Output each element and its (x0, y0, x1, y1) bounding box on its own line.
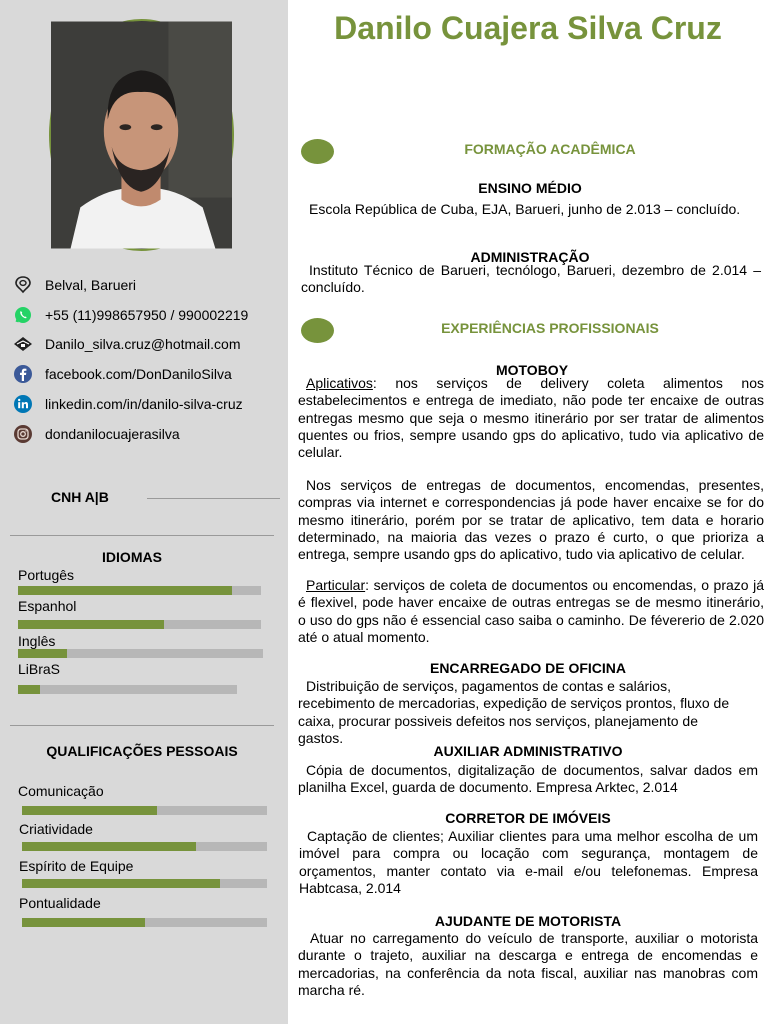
linkedin-icon (12, 393, 34, 415)
job-motoboy-apps-text (298, 375, 764, 461)
language-bar (18, 586, 261, 595)
candidate-name: Danilo Cuajera Silva Cruz (334, 10, 722, 46)
profile-photo (49, 19, 234, 251)
facebook-icon (12, 363, 34, 385)
job-title-ajudante: AJUDANTE DE MOTORISTA (434, 913, 622, 929)
education-item-text: Escola República de Cuba, EJA, Barueri, junho de 2.013 – concluído. (309, 201, 741, 217)
quality-bar-fill (22, 879, 220, 888)
qualities-title: QUALIFICAÇÕES PESSOAIS (46, 743, 238, 759)
quality-bar-fill (22, 842, 196, 851)
job-ajudante-text: Atuar no carregamento do veículo de transporte, auxiliar o motorista durante o trajeto, auxiliar na descarga e entrega de encomendas e mercadorias, na conferência da nota fiscal, auxiliar nas manobras com marcha ré. (298, 930, 758, 998)
language-label: LiBraS (18, 661, 61, 677)
language-bar (18, 620, 261, 629)
contact-list (12, 270, 282, 449)
contact-instagram-text[interactable]: dondanilocuajerasilva (45, 425, 180, 442)
contact-facebook-text[interactable]: facebook.com/DonDaniloSilva (45, 366, 232, 383)
job-title-corretor: CORRETOR DE IMÓVEIS (445, 810, 611, 826)
job-title-auxiliar: AUXILIAR ADMINISTRATIVO (433, 743, 623, 759)
section-bullet (301, 139, 334, 164)
contact-linkedin (12, 389, 282, 419)
instagram-icon (12, 423, 34, 445)
contact-linkedin-text[interactable]: linkedin.com/in/danilo-silva-cruz (45, 396, 243, 413)
languages-title: IDIOMAS (102, 549, 162, 565)
sidebar-divider-1 (10, 535, 274, 536)
language-bar (18, 685, 237, 694)
job-oficina-text: Distribuição de serviços, pagamentos de contas e salários, recebimento de mercadorias, expedição de serviços prontos, fluxo de caixa, procurar possiveis defeitos nos serviços, planejamento de gastos. (298, 678, 730, 746)
job-title-oficina: ENCARREGADO DE OFICINA (429, 660, 626, 676)
contact-facebook (12, 359, 282, 389)
contact-phone-text: +55 (11)998657950 / 990002219 (45, 306, 249, 323)
location-icon (12, 274, 34, 296)
profile-photo-image (51, 21, 232, 249)
language-bar-fill (18, 685, 40, 694)
job-motoboy-docs-text: Nos serviços de entregas de documentos, encomendas, presentes, compras via internet e correspondencias já pode haver encaixe se for do mesmo itinerário, porém por se tratar de aplicativo, tem data e horario determinado, na maioria das vezes o prazo é curto, o que prioriza a entrega, sempre usando gps do aplicativo, tudo via aplicativo de celular. (298, 477, 764, 563)
language-label: Portugês (18, 567, 75, 583)
education-item-title: ENSINO MÉDIO (478, 180, 582, 196)
contact-location (12, 270, 282, 300)
job-title-motoboy: MOTOBOY (495, 362, 569, 378)
contact-email (12, 330, 282, 360)
job-corretor-text: Captação de clientes; Auxiliar clientes para uma melhor escolha de um imóvel para compra ou locação com segurança, montagem de orçamentos, manter contato via e-mail e/ou telefonemas. Empresa Habtcasa, 2.014 (299, 828, 758, 896)
job-motoboy-apps-body: : nos serviços de delivery coleta alimentos nos estabelecimentos e entrega de imediato, não pode ter encaixe de outras entregas mesmo que seja o mesmo itinerário por ser tratar de alimentos quentes ou frios, sempre usando gps do aplicativo, tudo via aplicativo de celular. (298, 375, 764, 461)
cnh-label: CNH A|B (51, 489, 109, 505)
language-bar-fill (18, 620, 164, 629)
cnh-divider (147, 498, 280, 499)
quality-bar (22, 842, 267, 851)
language-label: Inglês (18, 633, 56, 649)
sidebar-divider-2 (10, 725, 274, 726)
language-bar-fill (18, 586, 232, 595)
education-title: FORMAÇÃO ACADÊMICA (464, 141, 636, 157)
section-bullet (301, 318, 334, 343)
job-auxiliar-text: Cópia de documentos, digitalização de documentos, salvar dados em planilha Excel, guarda de documento. Empresa Arktec, 2.014 (298, 762, 758, 796)
job-motoboy-private-text (298, 577, 764, 646)
contact-instagram (12, 419, 282, 449)
email-icon (12, 333, 34, 355)
language-label: Espanhol (18, 598, 77, 614)
job-motoboy-private-body: : serviços de coleta de documentos ou encomendas, o prazo já é flexivel, pode haver encaixe de outras entregas se de mesmo itinerário, o uso do gps não é essencial caso saiba o caminho. De févererio de 2.020 até o atual momento. (298, 577, 764, 645)
quality-bar (22, 918, 267, 927)
whatsapp-icon (12, 304, 34, 326)
quality-label: Comunicação (18, 783, 104, 799)
contact-phone (12, 300, 282, 330)
quality-bar-fill (22, 918, 145, 927)
quality-bar (22, 806, 267, 815)
contact-email-text[interactable]: Danilo_silva.cruz@hotmail.com (45, 336, 241, 353)
language-bar (18, 649, 263, 658)
language-bar-fill (18, 649, 67, 658)
quality-label: Criatividade (19, 821, 93, 837)
quality-label: Espírito de Equipe (19, 858, 134, 874)
quality-bar-fill (22, 806, 157, 815)
quality-label: Pontualidade (19, 895, 101, 911)
experience-title: EXPERIÊNCIAS PROFISSIONAIS (441, 320, 659, 336)
quality-bar (22, 879, 267, 888)
education-item-text: Instituto Técnico de Barueri, tecnólogo, Barueri, dezembro de 2.014 – concluído. (301, 262, 761, 296)
job-motoboy-apps-label: Aplicativos (306, 375, 373, 391)
contact-location-text: Belval, Barueri (45, 276, 137, 293)
job-motoboy-private-label: Particular (306, 577, 366, 593)
education-item-title: ADMINISTRAÇÃO (470, 249, 590, 265)
